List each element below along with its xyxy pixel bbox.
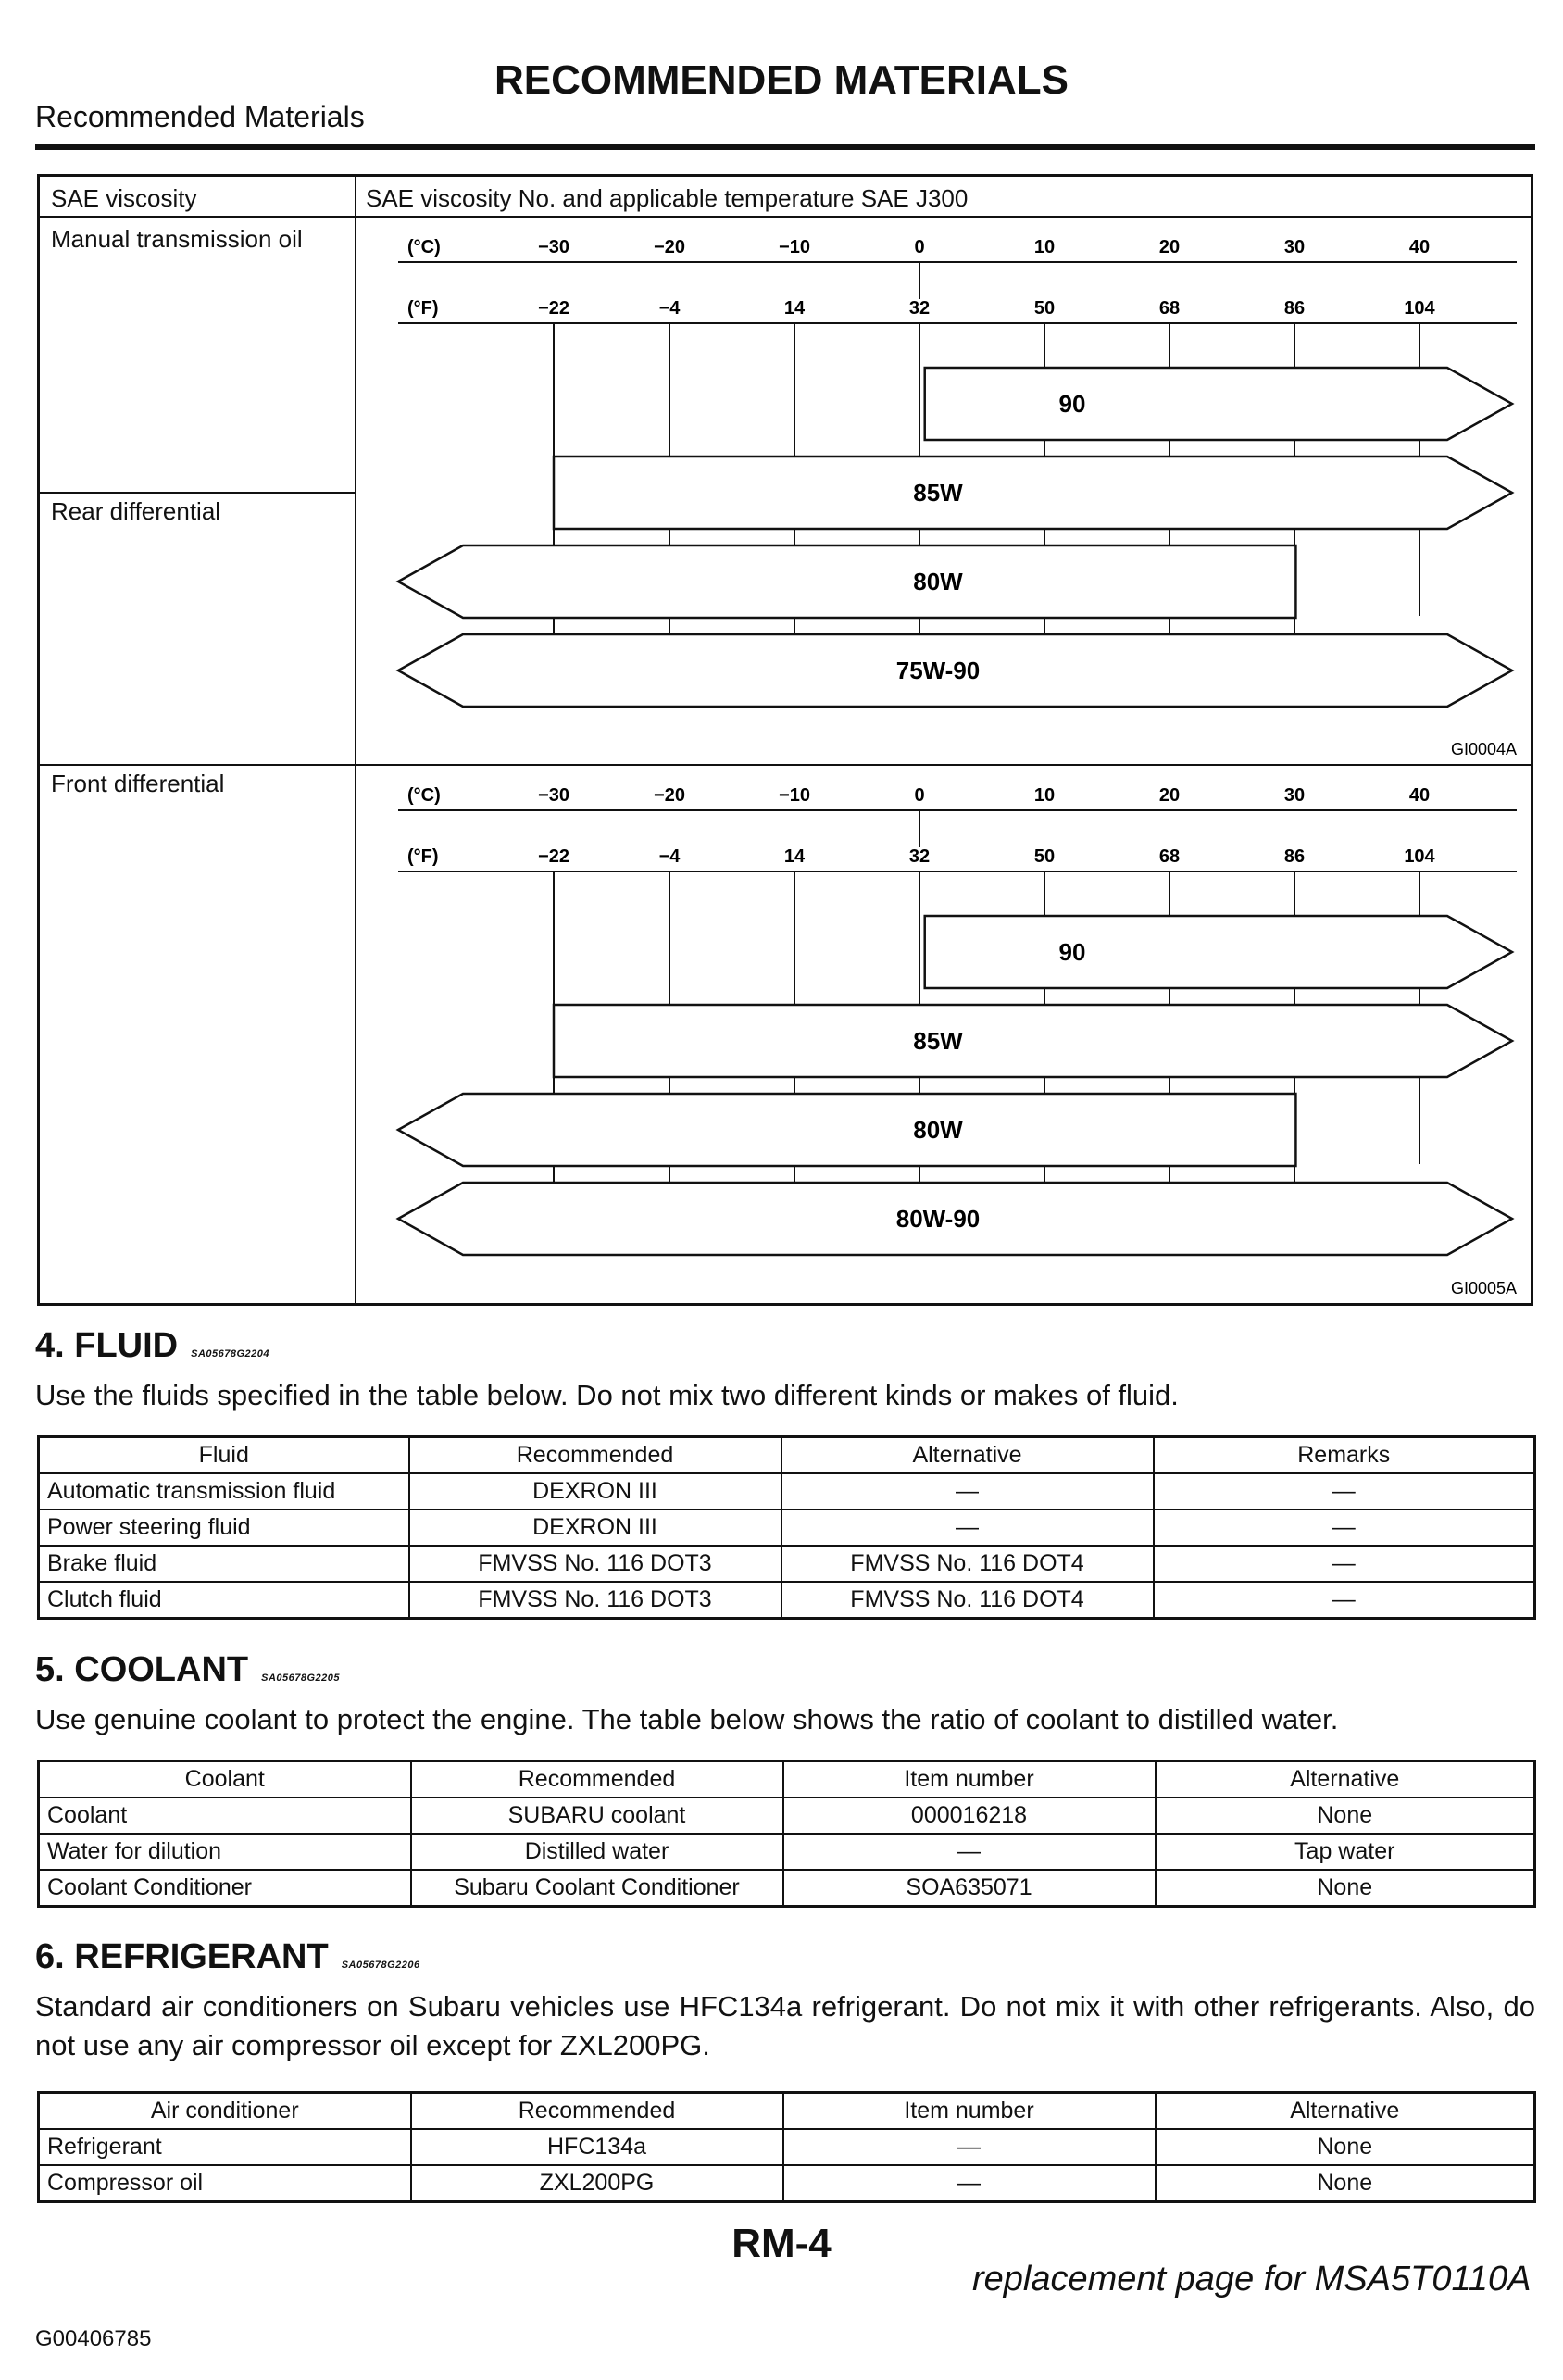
table-cell: — xyxy=(1154,1546,1535,1582)
row-label-front-differential: Front differential xyxy=(51,770,225,797)
table-cell: — xyxy=(783,1834,1156,1870)
fahrenheit-unit-label: (°F) xyxy=(407,846,439,867)
row-divider-rear xyxy=(40,492,356,494)
table-cell: 000016218 xyxy=(783,1798,1156,1834)
viscosity-band-80w xyxy=(398,545,1295,618)
table-cell: FMVSS No. 116 DOT4 xyxy=(782,1582,1154,1619)
fahrenheit-tick-label: −22 xyxy=(538,298,569,319)
fahrenheit-tick-label: 50 xyxy=(1033,846,1056,867)
table-cell: — xyxy=(783,2165,1156,2202)
fahrenheit-tick-label: 86 xyxy=(1283,298,1306,319)
refrigerant-heading-text: 6. REFRIGERANT xyxy=(35,1937,329,1976)
table-cell: Clutch fluid xyxy=(39,1582,409,1619)
celsius-tick-label: 30 xyxy=(1283,785,1306,806)
celsius-tick-label: −30 xyxy=(538,785,569,806)
celsius-tick-label: −20 xyxy=(654,237,685,257)
table-cell: FMVSS No. 116 DOT4 xyxy=(782,1546,1154,1582)
fluid-code: SA05678G2204 xyxy=(191,1348,270,1359)
fahrenheit-tick-label: −4 xyxy=(658,298,681,319)
table-row xyxy=(39,2165,1535,2202)
column-header: Recommended xyxy=(411,2093,783,2130)
fluid-description: Use the fluids specified in the table below. Do not mix two different kinds or makes of fluid. xyxy=(35,1379,1179,1411)
column-header: Alternative xyxy=(782,1437,1154,1474)
table-cell: HFC134a xyxy=(411,2129,783,2165)
celsius-tick-label: 20 xyxy=(1158,237,1181,257)
fahrenheit-tick-label: 68 xyxy=(1158,298,1181,319)
column-header: Coolant xyxy=(39,1761,411,1798)
viscosity-band-label: 85W xyxy=(913,1027,963,1055)
figure-id: GI0004A xyxy=(1450,740,1517,758)
table-header-row xyxy=(39,1761,1535,1798)
table-cell: FMVSS No. 116 DOT3 xyxy=(409,1582,782,1619)
figure-id: GI0005A xyxy=(1450,1279,1517,1297)
table-cell: DEXRON III xyxy=(409,1473,782,1509)
fluid-heading xyxy=(35,1326,269,1366)
fahrenheit-tick-label: 50 xyxy=(1033,298,1056,319)
column-header: Item number xyxy=(783,2093,1156,2130)
viscosity-band-label: 85W xyxy=(913,479,963,507)
table-cell: Automatic transmission fluid xyxy=(39,1473,409,1509)
celsius-tick-label: −30 xyxy=(538,237,569,257)
column-header: Remarks xyxy=(1154,1437,1535,1474)
section-name: Recommended Materials xyxy=(35,100,365,133)
table-cell: SUBARU coolant xyxy=(411,1798,783,1834)
table-cell: DEXRON III xyxy=(409,1509,782,1546)
col-header-sae-viscosity: SAE viscosity xyxy=(51,184,197,212)
fahrenheit-tick-label: 32 xyxy=(908,298,931,319)
coolant-heading xyxy=(35,1650,340,1690)
column-header: Fluid xyxy=(39,1437,409,1474)
table-row xyxy=(39,1870,1535,1907)
fahrenheit-tick-label: −4 xyxy=(658,846,681,867)
fahrenheit-tick-label: 104 xyxy=(1404,846,1435,867)
column-header: Recommended xyxy=(411,1761,783,1798)
viscosity-table xyxy=(37,174,1533,1306)
celsius-tick-label: 10 xyxy=(1033,237,1056,257)
table-cell: None xyxy=(1156,1870,1535,1907)
viscosity-band-label: 75W-90 xyxy=(895,657,981,684)
fahrenheit-tick-label: 104 xyxy=(1404,298,1435,319)
coolant-table xyxy=(37,1760,1536,1908)
table-cell: — xyxy=(782,1473,1154,1509)
refrigerant-table xyxy=(37,2091,1536,2203)
column-header: Alternative xyxy=(1156,1761,1535,1798)
table-cell: Tap water xyxy=(1156,1834,1535,1870)
table-cell: — xyxy=(783,2129,1156,2165)
table-row xyxy=(39,1798,1535,1834)
column-header: Alternative xyxy=(1156,2093,1535,2130)
fahrenheit-unit-label: (°F) xyxy=(407,298,439,319)
table-cell: — xyxy=(1154,1509,1535,1546)
table-row xyxy=(39,1509,1535,1546)
viscosity-chart-2 xyxy=(359,770,1526,1303)
table-cell: None xyxy=(1156,2129,1535,2165)
refrigerant-code: SA05678G2206 xyxy=(341,1960,420,1971)
table-cell: Refrigerant xyxy=(39,2129,411,2165)
page-number: RM-4 xyxy=(731,2221,832,2266)
table-cell: — xyxy=(1154,1473,1535,1509)
coolant-code: SA05678G2205 xyxy=(261,1672,341,1684)
refrigerant-heading xyxy=(35,1937,420,1977)
table-cell: Coolant xyxy=(39,1798,411,1834)
viscosity-band-label: 80W xyxy=(913,568,963,595)
celsius-tick-label: 30 xyxy=(1283,237,1306,257)
header-rule xyxy=(35,144,1535,150)
row-label-rear-differential: Rear differential xyxy=(51,497,221,525)
row-label-manual-transmission: Manual transmission oil xyxy=(51,225,303,253)
celsius-unit-label: (°C) xyxy=(407,237,441,257)
celsius-unit-label: (°C) xyxy=(407,785,441,806)
table-row xyxy=(39,1546,1535,1582)
viscosity-band-label: 90 xyxy=(1058,938,1086,966)
table-cell: Subaru Coolant Conditioner xyxy=(411,1870,783,1907)
coolant-heading-text: 5. COOLANT xyxy=(35,1650,249,1689)
column-divider xyxy=(355,177,356,1303)
fluid-heading-text: 4. FLUID xyxy=(35,1326,179,1365)
fahrenheit-tick-label: 68 xyxy=(1158,846,1181,867)
celsius-tick-label: −10 xyxy=(779,785,810,806)
celsius-tick-label: 0 xyxy=(914,785,925,806)
viscosity-band-85w xyxy=(554,1005,1512,1077)
celsius-tick-label: 40 xyxy=(1408,785,1431,806)
table-header-row xyxy=(39,2093,1535,2130)
table-cell: FMVSS No. 116 DOT3 xyxy=(409,1546,782,1582)
table-cell: None xyxy=(1156,2165,1535,2202)
table-cell: SOA635071 xyxy=(783,1870,1156,1907)
viscosity-band-label: 90 xyxy=(1058,390,1086,418)
table-cell: — xyxy=(782,1509,1154,1546)
viscosity-band-80w xyxy=(398,1094,1295,1166)
fahrenheit-tick-label: 32 xyxy=(908,846,931,867)
viscosity-band-90 xyxy=(925,916,1512,988)
fahrenheit-tick-label: 14 xyxy=(783,846,806,867)
table-cell: — xyxy=(1154,1582,1535,1619)
celsius-tick-label: −10 xyxy=(779,237,810,257)
fahrenheit-tick-label: 86 xyxy=(1283,846,1306,867)
header-row-divider xyxy=(40,216,1531,218)
fahrenheit-tick-label: −22 xyxy=(538,846,569,867)
column-header: Air conditioner xyxy=(39,2093,411,2130)
table-cell: Water for dilution xyxy=(39,1834,411,1870)
table-row xyxy=(39,1473,1535,1509)
table-cell: Distilled water xyxy=(411,1834,783,1870)
column-header: Recommended xyxy=(409,1437,782,1474)
fahrenheit-tick-label: 14 xyxy=(783,298,806,319)
table-cell: Compressor oil xyxy=(39,2165,411,2202)
table-cell: Brake fluid xyxy=(39,1546,409,1582)
col-header-sae-j300: SAE viscosity No. and applicable temperature SAE J300 xyxy=(366,184,969,212)
celsius-tick-label: 40 xyxy=(1408,237,1431,257)
viscosity-band-85w xyxy=(554,457,1512,529)
table-cell: ZXL200PG xyxy=(411,2165,783,2202)
fluid-table xyxy=(37,1435,1536,1620)
row-divider-front xyxy=(40,764,1531,766)
table-row xyxy=(39,1582,1535,1619)
refrigerant-description: Standard air conditioners on Subaru vehicles use HFC134a refrigerant. Do not mix it with other refrigerants. Also, do not use any air compressor oil except for ZXL200PG. xyxy=(35,1990,1535,2061)
column-header: Item number xyxy=(783,1761,1156,1798)
coolant-description: Use genuine coolant to protect the engine. The table below shows the ratio of coolant to distilled water. xyxy=(35,1703,1339,1735)
viscosity-band-90 xyxy=(925,368,1512,440)
celsius-tick-label: 0 xyxy=(914,237,925,257)
table-row xyxy=(39,1834,1535,1870)
table-header-row xyxy=(39,1437,1535,1474)
viscosity-band-label: 80W xyxy=(913,1116,963,1144)
table-cell: None xyxy=(1156,1798,1535,1834)
table-cell: Power steering fluid xyxy=(39,1509,409,1546)
viscosity-chart-1 xyxy=(359,221,1526,764)
celsius-tick-label: 20 xyxy=(1158,785,1181,806)
celsius-tick-label: 10 xyxy=(1033,785,1056,806)
table-row xyxy=(39,2129,1535,2165)
table-cell: Coolant Conditioner xyxy=(39,1870,411,1907)
replacement-note: replacement page for MSA5T0110A xyxy=(972,2260,1532,2299)
viscosity-band-label: 80W-90 xyxy=(895,1205,981,1233)
document-id: G00406785 xyxy=(35,2326,152,2351)
celsius-tick-label: −20 xyxy=(654,785,685,806)
page-title: RECOMMENDED MATERIALS xyxy=(494,57,1069,103)
